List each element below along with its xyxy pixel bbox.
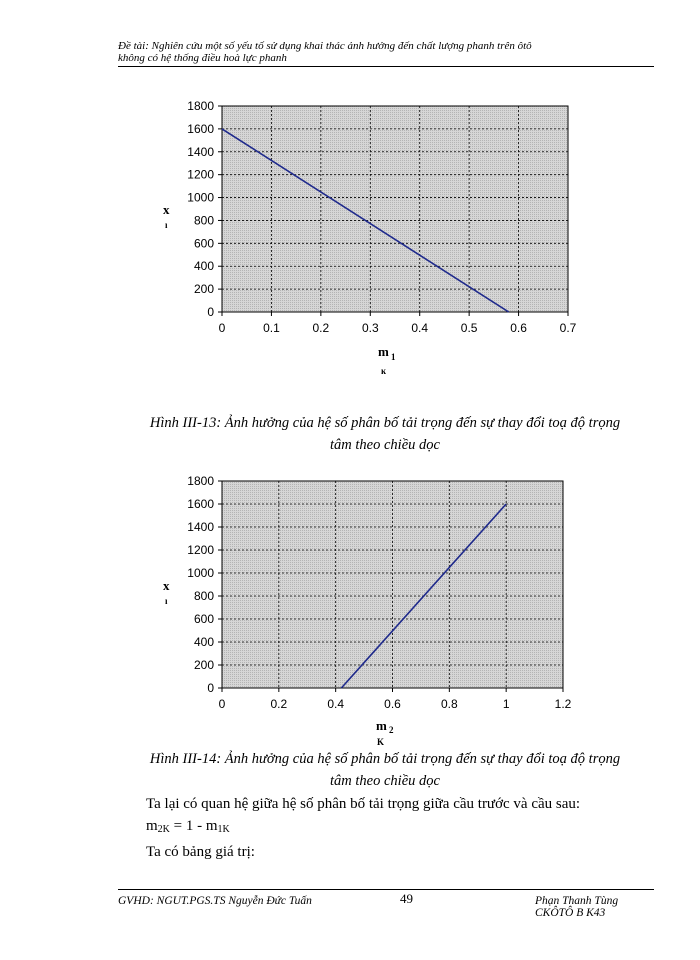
- figure-2-caption: [110, 748, 660, 792]
- x-tick-label: 0.4: [411, 321, 429, 335]
- y-tick-label: 1400: [187, 520, 214, 534]
- header-line-2: không có hệ thống điều hoà lực phanh: [118, 52, 287, 64]
- y-tick-label: 0: [207, 305, 214, 319]
- caption-line-1: Hình III-14: Ảnh hưởng của hệ số phân bố tải trọng đến sự thay đổi toạ độ trọng: [149, 751, 621, 767]
- body-line-3: Ta có bảng giá trị:: [146, 844, 255, 860]
- footer-author: [535, 895, 618, 919]
- x-tick-label: 0.6: [510, 321, 527, 335]
- y-tick-label: 1800: [187, 99, 214, 113]
- x-axis-label-sub: 1: [391, 352, 396, 362]
- caption-line-1: Hình III-13: Ảnh hưởng của hệ số phân bố tải trọng đến sự thay đổi toạ độ trọng: [149, 415, 621, 431]
- chart-figure-1: [0, 95, 700, 380]
- y-tick-label: 1200: [187, 543, 214, 557]
- y-tick-labels: [187, 474, 222, 695]
- body-formula: [146, 815, 580, 841]
- plot-area: [222, 481, 563, 688]
- x-tick-label: 0.1: [263, 321, 280, 335]
- x-tick-label: 1.2: [554, 697, 572, 711]
- x-tick-label: 0.6: [384, 697, 401, 711]
- caption-line-2: tâm theo chiều dọc: [330, 437, 440, 453]
- y-tick-labels: [187, 99, 222, 319]
- y-tick-label: 1400: [187, 144, 214, 159]
- x-tick-label: 0.2: [312, 321, 330, 335]
- header-divider: [118, 66, 654, 67]
- x-tick-label: 0.5: [460, 321, 478, 335]
- body-text: [146, 793, 580, 863]
- x-tick-label: 1: [502, 697, 510, 711]
- body-line-1: Ta lại có quan hệ giữa hệ số phân bố tải trọng giữa cầu trước và cầu sau:: [146, 796, 581, 812]
- y-tick-label: 800: [193, 213, 214, 228]
- x-tick-labels: [219, 688, 572, 711]
- y-tick-label: 1200: [187, 167, 214, 182]
- y-tick-label: 200: [193, 282, 214, 297]
- y-axis-label: x: [163, 202, 170, 217]
- x-tick-label: 0.7: [559, 321, 577, 335]
- x-tick-label: 0.2: [270, 697, 288, 711]
- y-axis-label-sub: ı: [165, 220, 168, 230]
- y-tick-label: 200: [193, 658, 214, 672]
- footer-divider: [118, 889, 654, 890]
- footer-author-class: CKÔTÔ B K43: [535, 907, 606, 919]
- x-tick-labels: [219, 312, 577, 335]
- y-axis-label: x: [163, 578, 170, 593]
- header-line-1: Đề tài: Nghiên cứu một số yếu tố sử dụng khai thác ảnh hưởng đến chất lượng phanh trên ôtô: [118, 40, 532, 52]
- footer-author-name: Phạn Thanh Tùng: [535, 895, 619, 907]
- x-tick-label: 0.4: [327, 697, 345, 711]
- x-axis-label-sub2: ĸ: [381, 366, 387, 376]
- y-tick-label: 1600: [187, 497, 214, 511]
- formula-m: m: [146, 818, 158, 834]
- figure-1-caption: [110, 412, 660, 456]
- caption-line-2: tâm theo chiều dọc: [330, 773, 440, 789]
- formula-sub-2k: 2K: [157, 824, 170, 835]
- x-tick-label: 0.8: [440, 697, 458, 711]
- chart-figure-2: [0, 470, 700, 750]
- y-tick-label: 600: [193, 612, 214, 626]
- y-tick-label: 1600: [187, 121, 214, 136]
- x-axis-label-sub2: K: [377, 737, 385, 747]
- y-tick-label: 800: [193, 589, 214, 603]
- y-tick-label: 1000: [187, 190, 214, 205]
- y-axis-label-sub: ı: [165, 596, 168, 606]
- x-axis-label: m: [378, 344, 389, 359]
- page-number: 49: [400, 891, 413, 906]
- x-tick-label: 0: [218, 321, 226, 335]
- formula-mid: = 1 - m: [169, 818, 218, 834]
- page-header: [118, 40, 658, 64]
- x-axis-label-sub: 2: [389, 725, 394, 735]
- footer-supervisor: GVHD: NGUT.PGS.TS Nguyễn Đức Tuấn: [118, 895, 312, 907]
- x-tick-label: 0.3: [361, 321, 379, 335]
- x-tick-label: 0: [218, 697, 226, 711]
- y-tick-label: 400: [193, 259, 214, 274]
- y-tick-label: 400: [193, 635, 214, 649]
- formula-sub-1k: 1K: [217, 824, 230, 835]
- y-tick-label: 0: [207, 681, 214, 695]
- y-tick-label: 600: [193, 236, 214, 251]
- y-tick-label: 1800: [187, 474, 214, 488]
- y-tick-label: 1000: [187, 566, 214, 580]
- plot-area: [222, 106, 568, 312]
- x-axis-label: m: [376, 718, 387, 733]
